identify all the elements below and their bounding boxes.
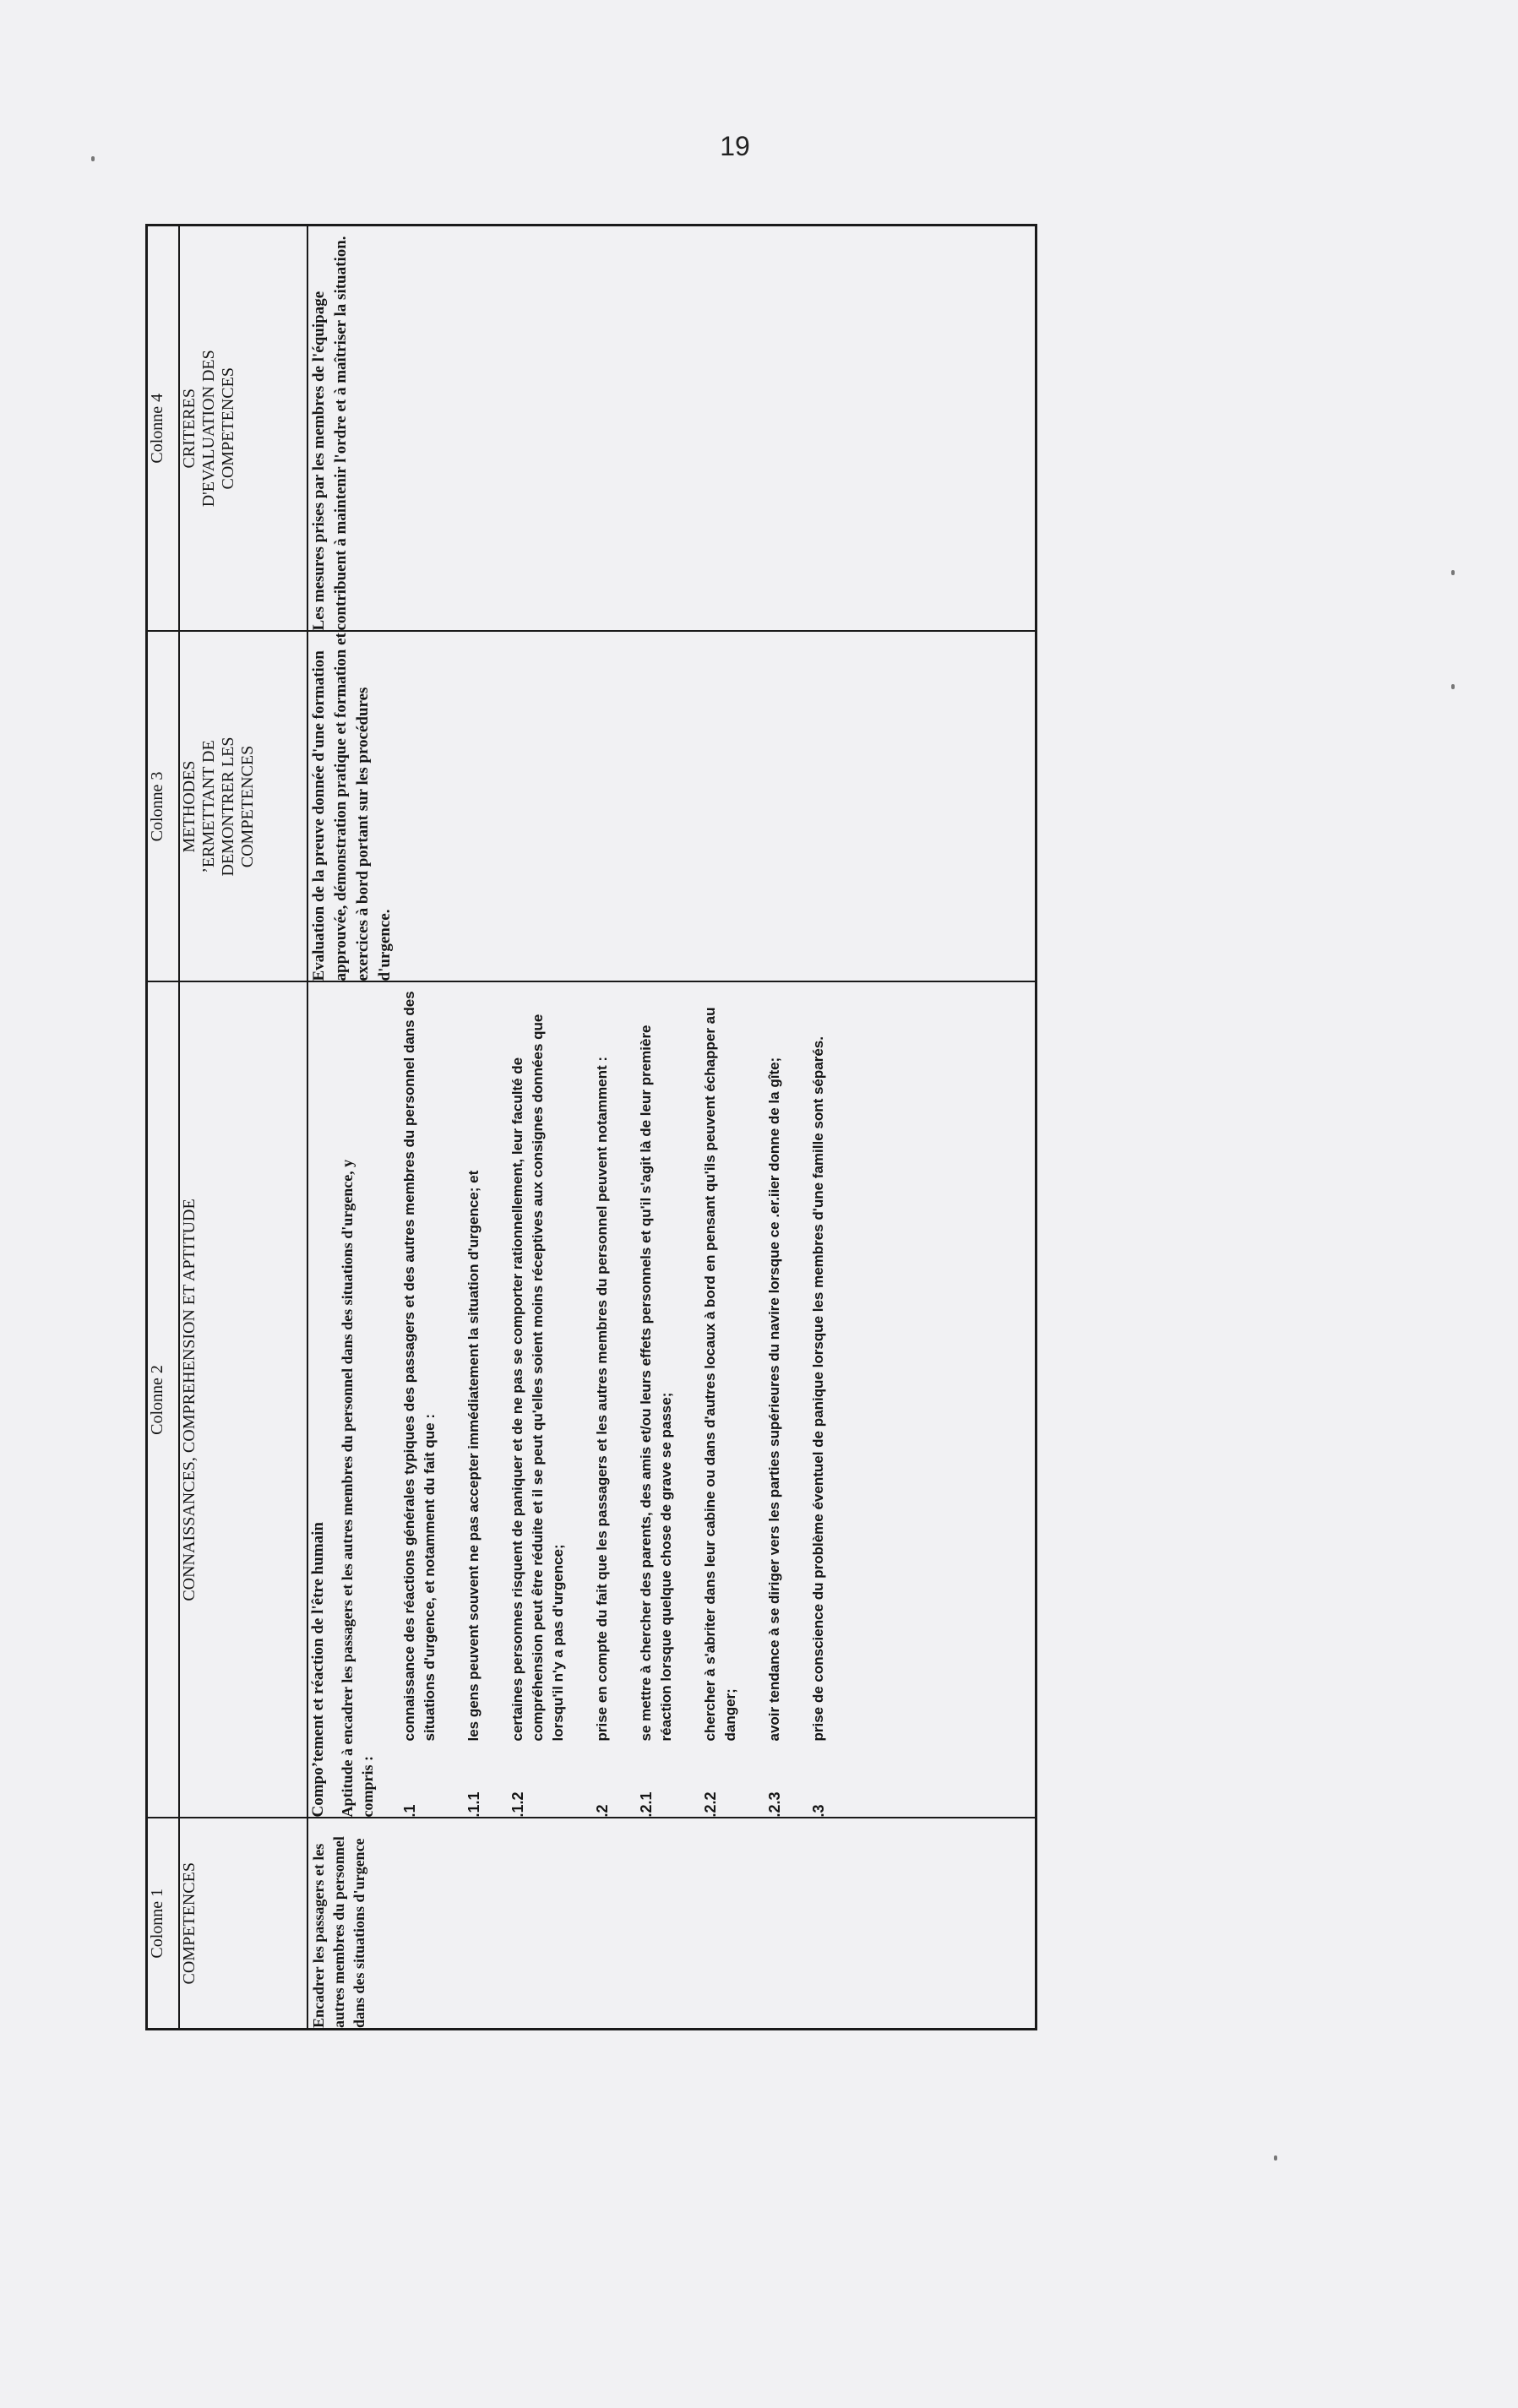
page-number: 19 [720,131,750,161]
scan-speck [1451,684,1455,689]
scan-speck [91,156,95,161]
list-item-text: chercher à s'abriter dans leur cabine ou dans d'autres locaux à bord en pensant qu'ils peuvent échapper au danger; [702,1007,738,1742]
column-title-3-line: METHODES [180,760,199,853]
list-item-number: .2 [594,1804,611,1818]
column-title-4-line: COMPETENCES [219,367,237,490]
competence-table [145,224,1037,2030]
competence-text: Encadrer les passagers et les autres membres du personnel dans des situations d'urgence [310,1836,367,2028]
column-title-4-line: CRITERES [180,389,199,469]
scan-speck [1451,570,1455,575]
column-title-2 [179,982,307,1818]
competence-cell [307,1818,1036,2030]
criteria-cell [307,226,1036,632]
column-title-3 [179,632,307,982]
column-title-4-line: D'EVALUATION DES [199,350,218,508]
list-item-text: prise de conscience du problème éventuel de panique lorsque les membres d'une famille sont séparés. [810,1036,826,1742]
method-cell [307,632,1036,982]
list-item-text: certaines personnes risquent de paniquer et de ne pas se comporter rationnellement, leur faculté de compréhension peut être réduite et il se peut qu'elles soient moins réceptives aux consignes données que lorsqu'il n'y a pas d'urgence; [509,1014,566,1742]
section-intro: Aptitude à encadrer les passagers et les autres membres du personnel dans des situations d'urgence, y compris : [339,1159,376,1818]
list-item [464,983,484,1818]
column-title-4 [179,226,307,632]
list-item-number: .3 [810,1804,827,1818]
list-item-number: .1.2 [509,1791,526,1818]
column-title-1 [179,1818,307,2030]
list-item [700,983,741,1818]
list-item-number: .1.1 [465,1791,482,1818]
list-item-number: .2.2 [702,1791,719,1818]
column-title-3-line: ’ERMETTANT DE [199,740,218,873]
list-item-number: .1 [401,1804,418,1818]
list-item-number: .2.3 [766,1791,783,1818]
column-title-2-line: CONNAISSANCES, COMPREHENSION ET APTITUDE [180,1199,199,1601]
content-row [307,226,1036,2030]
column-title-3-line: COMPETENCES [238,745,257,868]
rotated-table-wrapper [145,226,1037,2030]
method-text: Evaluation de la preuve donnée d'une formation approuvée, démonstration pratique et formation et exercices à bord portant sur les procédures d'urgence. [310,633,394,981]
section-heading: Compo’tement et réaction de l'être humain [309,1522,327,1818]
list-item [592,983,612,1818]
column-title-3-line: DEMONTRER LES [219,737,237,877]
column-number-1: Colonne 1 [147,1818,180,2030]
column-number-row [147,226,180,2030]
list-item-number: .2.1 [638,1791,655,1818]
list-item-text: prise en compte du fait que les passagers et les autres membres du personnel peuvent notamment : [594,1056,610,1742]
list-item [400,983,440,1818]
list-item [764,983,785,1818]
column-number-4: Colonne 4 [147,226,180,632]
column-title-row [179,226,307,2030]
column-title-1-line: COMPETENCES [180,1862,199,1985]
column-number-2: Colonne 2 [147,982,180,1818]
knowledge-cell [307,982,1036,1818]
list-item [508,983,569,1818]
list-item [636,983,677,1818]
column-number-3: Colonne 3 [147,632,180,982]
list-item [808,983,829,1818]
list-item-text: les gens peuvent souvent ne pas accepter immédiatement la situation d'urgence; et [465,1170,482,1742]
criteria-text: Les mesures prises par les membres de l'équipage contribuent à maintenir l'ordre et à maîtriser la situation. [310,236,350,631]
list-item-text: se mettre à chercher des parents, des amis et/ou leurs effets personnels et qu'il s'agit là de leur première réaction lorsque quelque chose de grave se passe; [638,1025,674,1742]
scan-speck [1274,2155,1277,2161]
list-item-text: avoir tendance à se diriger vers les parties supérieures du navire lorsque ce .er.iier donne de la gîte; [766,1057,782,1742]
list-item-text: connaissance des réactions générales typiques des passagers et des autres membres du personnel dans des situations d'urgence, et notamment du fait que : [401,991,438,1742]
